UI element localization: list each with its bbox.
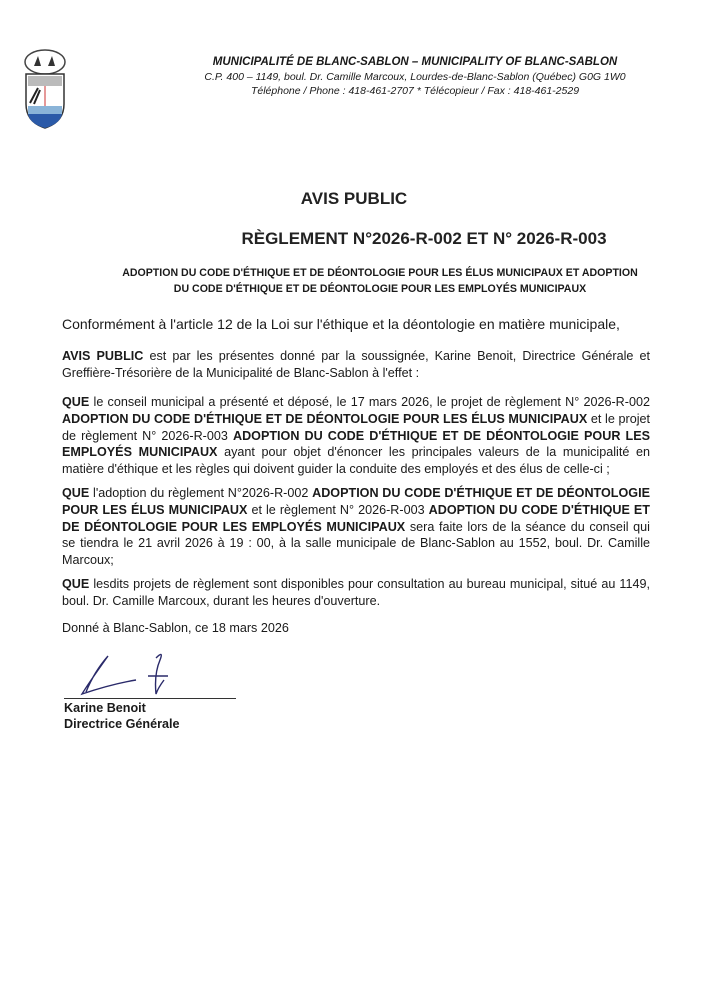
text: et le projet de règlement N° 2026-R-003 [62, 411, 651, 443]
text: l'adoption du règlement N°2026-R-002 [89, 486, 313, 500]
paragraph-que-3 [62, 576, 650, 610]
bold-text: ADOPTION DU CODE D'ÉTHIQUE ET DE DÉONTOLOGIE POUR LES ÉLUS MUNICIPAUX [62, 411, 588, 426]
text: le conseil municipal a présenté et déposé, le 17 mars 2026, le projet de règlement N° 2026-R-002 [89, 395, 650, 409]
paragraph-avis [62, 348, 650, 382]
bold-lead: QUE [62, 395, 90, 409]
paragraph-que-1 [62, 394, 650, 478]
signatory-name: Karine Benoit [64, 701, 146, 715]
signatory [64, 700, 180, 732]
text: ayant pour objet d'énoncer les principales valeurs de la municipalité en matière d'éthique et les règles qui doivent guider la conduite des employés et des élus de celle-ci ; [62, 445, 650, 477]
text: lesdits projets de règlement sont disponibles pour consultation au bureau municipal, situé au 1149, boul. Dr. Camille Marcoux, durant les heures d'ouverture. [62, 577, 650, 608]
municipality-phone-fax: Téléphone / Phone : 418-461-2707 * Télécopieur / Fax : 418-461-2529 [250, 85, 580, 97]
given-at-date: Donné à Blanc-Sablon, ce 18 mars 2026 [62, 621, 289, 635]
signatory-role: Directrice Générale [64, 717, 180, 731]
letterhead [120, 55, 708, 98]
intro-paragraph: Conformément à l'article 12 de la Loi sur l'éthique et la déontologie en matière municipale, [62, 316, 620, 332]
subtitle-line: DU CODE D'ÉTHIQUE ET DE DÉONTOLOGIE POUR LES EMPLOYÉS MUNICIPAUX [173, 283, 587, 295]
text: sera faite lors de la séance du conseil qui se tiendra le 21 avril 2026 à 19 : 00, à la salle municipale de Blanc-Sablon au 1552, boul. Dr. Camille Marcoux; [62, 519, 650, 568]
bold-lead: QUE [62, 577, 90, 591]
subtitle-line: ADOPTION DU CODE D'ÉTHIQUE ET DE DÉONTOLOGIE POUR LES ÉLUS MUNICIPAUX ET ADOPTION [122, 267, 638, 279]
text: est par les présentes donné par la soussignée, Karine Benoit, Directrice Générale et Greffière-Trésorière de la Municipalité de Blanc-Sablon à l'effet : [62, 349, 650, 380]
text: et le règlement N° 2026-R-003 [247, 502, 429, 517]
paragraph-que-2 [62, 485, 650, 569]
bold-text: ADOPTION DU CODE D'ÉTHIQUE ET DE DÉONTOLOGIE POUR LES EMPLOYÉS MUNICIPAUX [62, 428, 650, 460]
bold-text: ADOPTION DU CODE D'ÉTHIQUE ET DE DÉONTOLOGIE POUR LES EMPLOYÉS MUNICIPAUX [62, 502, 650, 534]
municipality-name: MUNICIPALITÉ DE BLANC-SABLON – MUNICIPALITY OF BLANC-SABLON [212, 56, 618, 68]
bold-text: ADOPTION DU CODE D'ÉTHIQUE ET DE DÉONTOLOGIE POUR LES ÉLUS MUNICIPAUX [62, 486, 650, 517]
signature-line [64, 648, 236, 699]
handwritten-signature [64, 648, 236, 698]
municipal-coat-of-arms-logo [18, 48, 72, 132]
bylaw-title: RÈGLEMENT N°2026-R-002 ET N° 2026-R-003 [241, 229, 607, 248]
municipality-address: C.P. 400 – 1149, boul. Dr. Camille Marcoux, Lourdes-de-Blanc-Sablon (Québec) G0G 1W0 [204, 71, 626, 83]
notice-title: AVIS PUBLIC [300, 189, 408, 208]
notice-subtitle [70, 265, 690, 297]
bold-lead: AVIS PUBLIC [62, 349, 144, 363]
bold-lead: QUE [62, 486, 90, 500]
